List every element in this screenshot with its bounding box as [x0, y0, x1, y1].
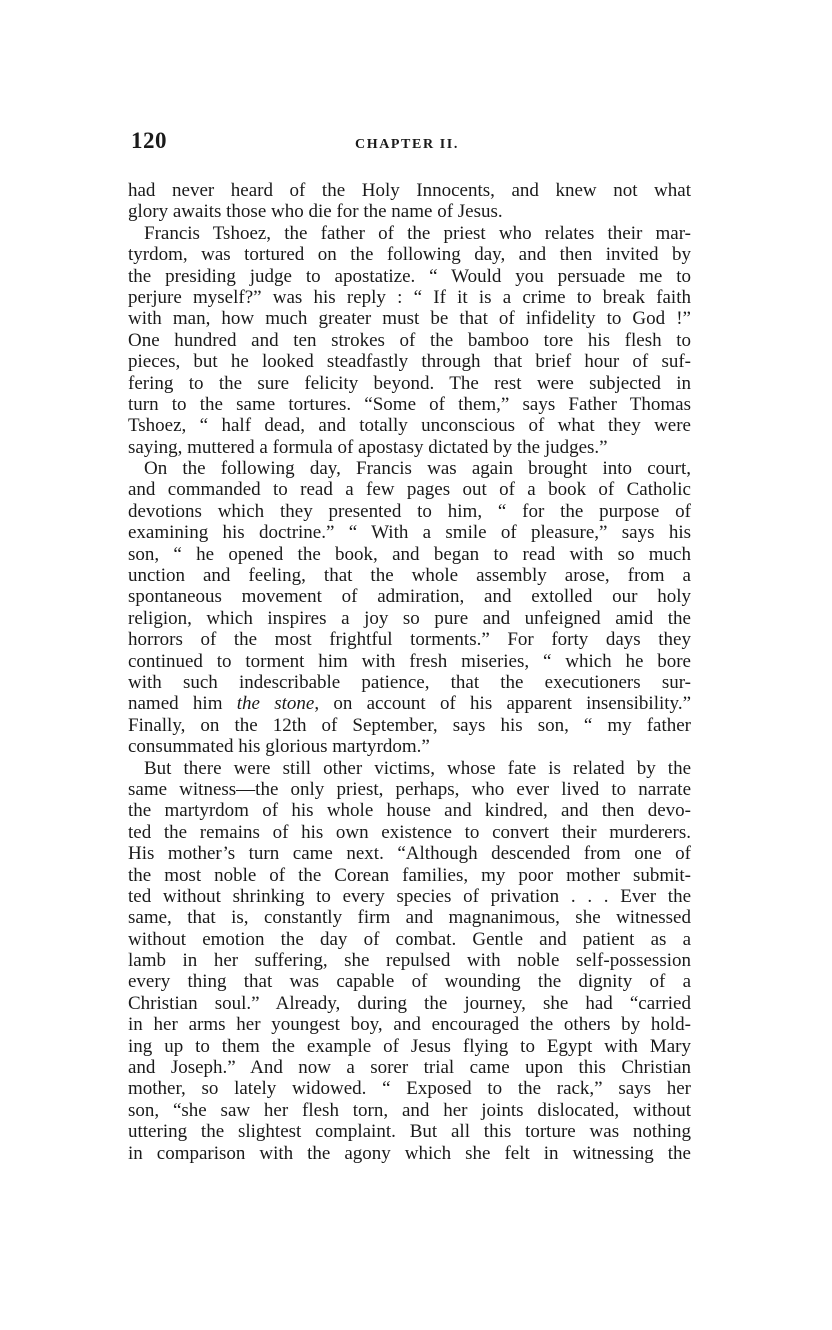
text-line: with man, how much greater must be that of infidelity to God !” [128, 308, 691, 330]
text-line: the most noble of the Corean families, my poor mother submit- [128, 864, 691, 886]
text-line: Finally, on the 12th of September, says his son, “ my father [128, 714, 691, 736]
text-line: ing up to them the example of Jesus flying to Egypt with Mary [128, 1035, 691, 1057]
text-line: unction and feeling, that the whole assembly arose, from a [128, 565, 691, 587]
italic-phrase: the stone [236, 693, 315, 715]
body-text [128, 180, 691, 1164]
text-line: the presiding judge to apostatize. “ Would you persuade me to [128, 265, 691, 287]
text-line: without emotion the day of combat. Gentle and patient as a [128, 928, 691, 950]
text-line: the martyrdom of his whole house and kindred, and then devo- [128, 800, 691, 822]
text-line: with such indescribable patience, that the executioners sur- [128, 671, 691, 693]
text-line: in her arms her youngest boy, and encouraged the others by hold- [128, 1014, 691, 1036]
text-line: Christian soul.” Already, during the journey, she had “carried [128, 992, 691, 1014]
text-line: son, “ he opened the book, and began to read with so much [128, 543, 691, 565]
text-line: Tshoez, “ half dead, and totally unconscious of what they were [128, 415, 691, 437]
text-line: tyrdom, was tortured on the following day, and then invited by [128, 244, 691, 266]
text-line: glory awaits those who die for the name of Jesus. [128, 201, 503, 223]
text-line: in comparison with the agony which she felt in witnessing the [128, 1142, 691, 1164]
running-head: CHAPTER II. [355, 137, 459, 152]
text-line: same witness—the only priest, perhaps, who ever lived to narrate [128, 778, 691, 800]
text-line-with-italic: named him the stone, on account of his apparent insensibility.” [128, 693, 691, 715]
text-line: consummated his glorious martyrdom.” [128, 736, 430, 758]
text-line: His mother’s turn came next. “Although descended from one of [128, 843, 691, 865]
text-line: fering to the sure felicity beyond. The rest were subjected in [128, 372, 691, 394]
text-line: examining his doctrine.” “ With a smile of pleasure,” says his [128, 522, 691, 544]
text-line: continued to torment him with fresh miseries, “ which he bore [128, 650, 691, 672]
text-line: and commanded to read a few pages out of a book of Catholic [128, 479, 691, 501]
text-line: son, “she saw her flesh torn, and her joints dislocated, without [128, 1099, 691, 1121]
text-line: ted the remains of his own existence to convert their murderers. [128, 821, 691, 843]
text-line: horrors of the most frightful torments.” For forty days they [128, 629, 691, 651]
text-line: ted without shrinking to every species of privation . . . Ever the [128, 885, 691, 907]
text-line: lamb in her suffering, she repulsed with noble self-possession [128, 950, 691, 972]
text-line: One hundred and ten strokes of the bamboo tore his flesh to [128, 329, 691, 351]
text-line: spontaneous movement of admiration, and extolled our holy [128, 586, 691, 608]
text-line: mother, so lately widowed. “ Exposed to the rack,” says her [128, 1078, 691, 1100]
text-line: religion, which inspires a joy so pure and unfeigned amid the [128, 607, 691, 629]
paragraph-first-line: On the following day, Francis was again brought into court, [144, 458, 691, 480]
page-number: 120 [131, 128, 167, 153]
text-line: pieces, but he looked steadfastly through that brief hour of suf- [128, 351, 691, 373]
text-line: and Joseph.” And now a sorer trial came upon this Christian [128, 1057, 691, 1079]
text-line: had never heard of the Holy Innocents, and knew not what [128, 180, 691, 201]
text-line: uttering the slightest complaint. But all this torture was nothing [128, 1121, 691, 1143]
text-line: devotions which they presented to him, “ for the purpose of [128, 500, 691, 522]
paragraph-first-line: Francis Tshoez, the father of the priest who relates their mar- [144, 222, 691, 244]
text-line: every thing that was capable of wounding the dignity of a [128, 971, 691, 993]
text-line: turn to the same tortures. “Some of them,” says Father Thomas [128, 393, 691, 415]
paragraph-first-line: But there were still other victims, whose fate is related by the [144, 757, 691, 779]
text-line: perjure myself?” was his reply : “ If it is a crime to break faith [128, 286, 691, 308]
text-line: saying, muttered a formula of apostasy dictated by the judges.” [128, 436, 608, 458]
text-line: same, that is, constantly firm and magnanimous, she witnessed [128, 907, 691, 929]
